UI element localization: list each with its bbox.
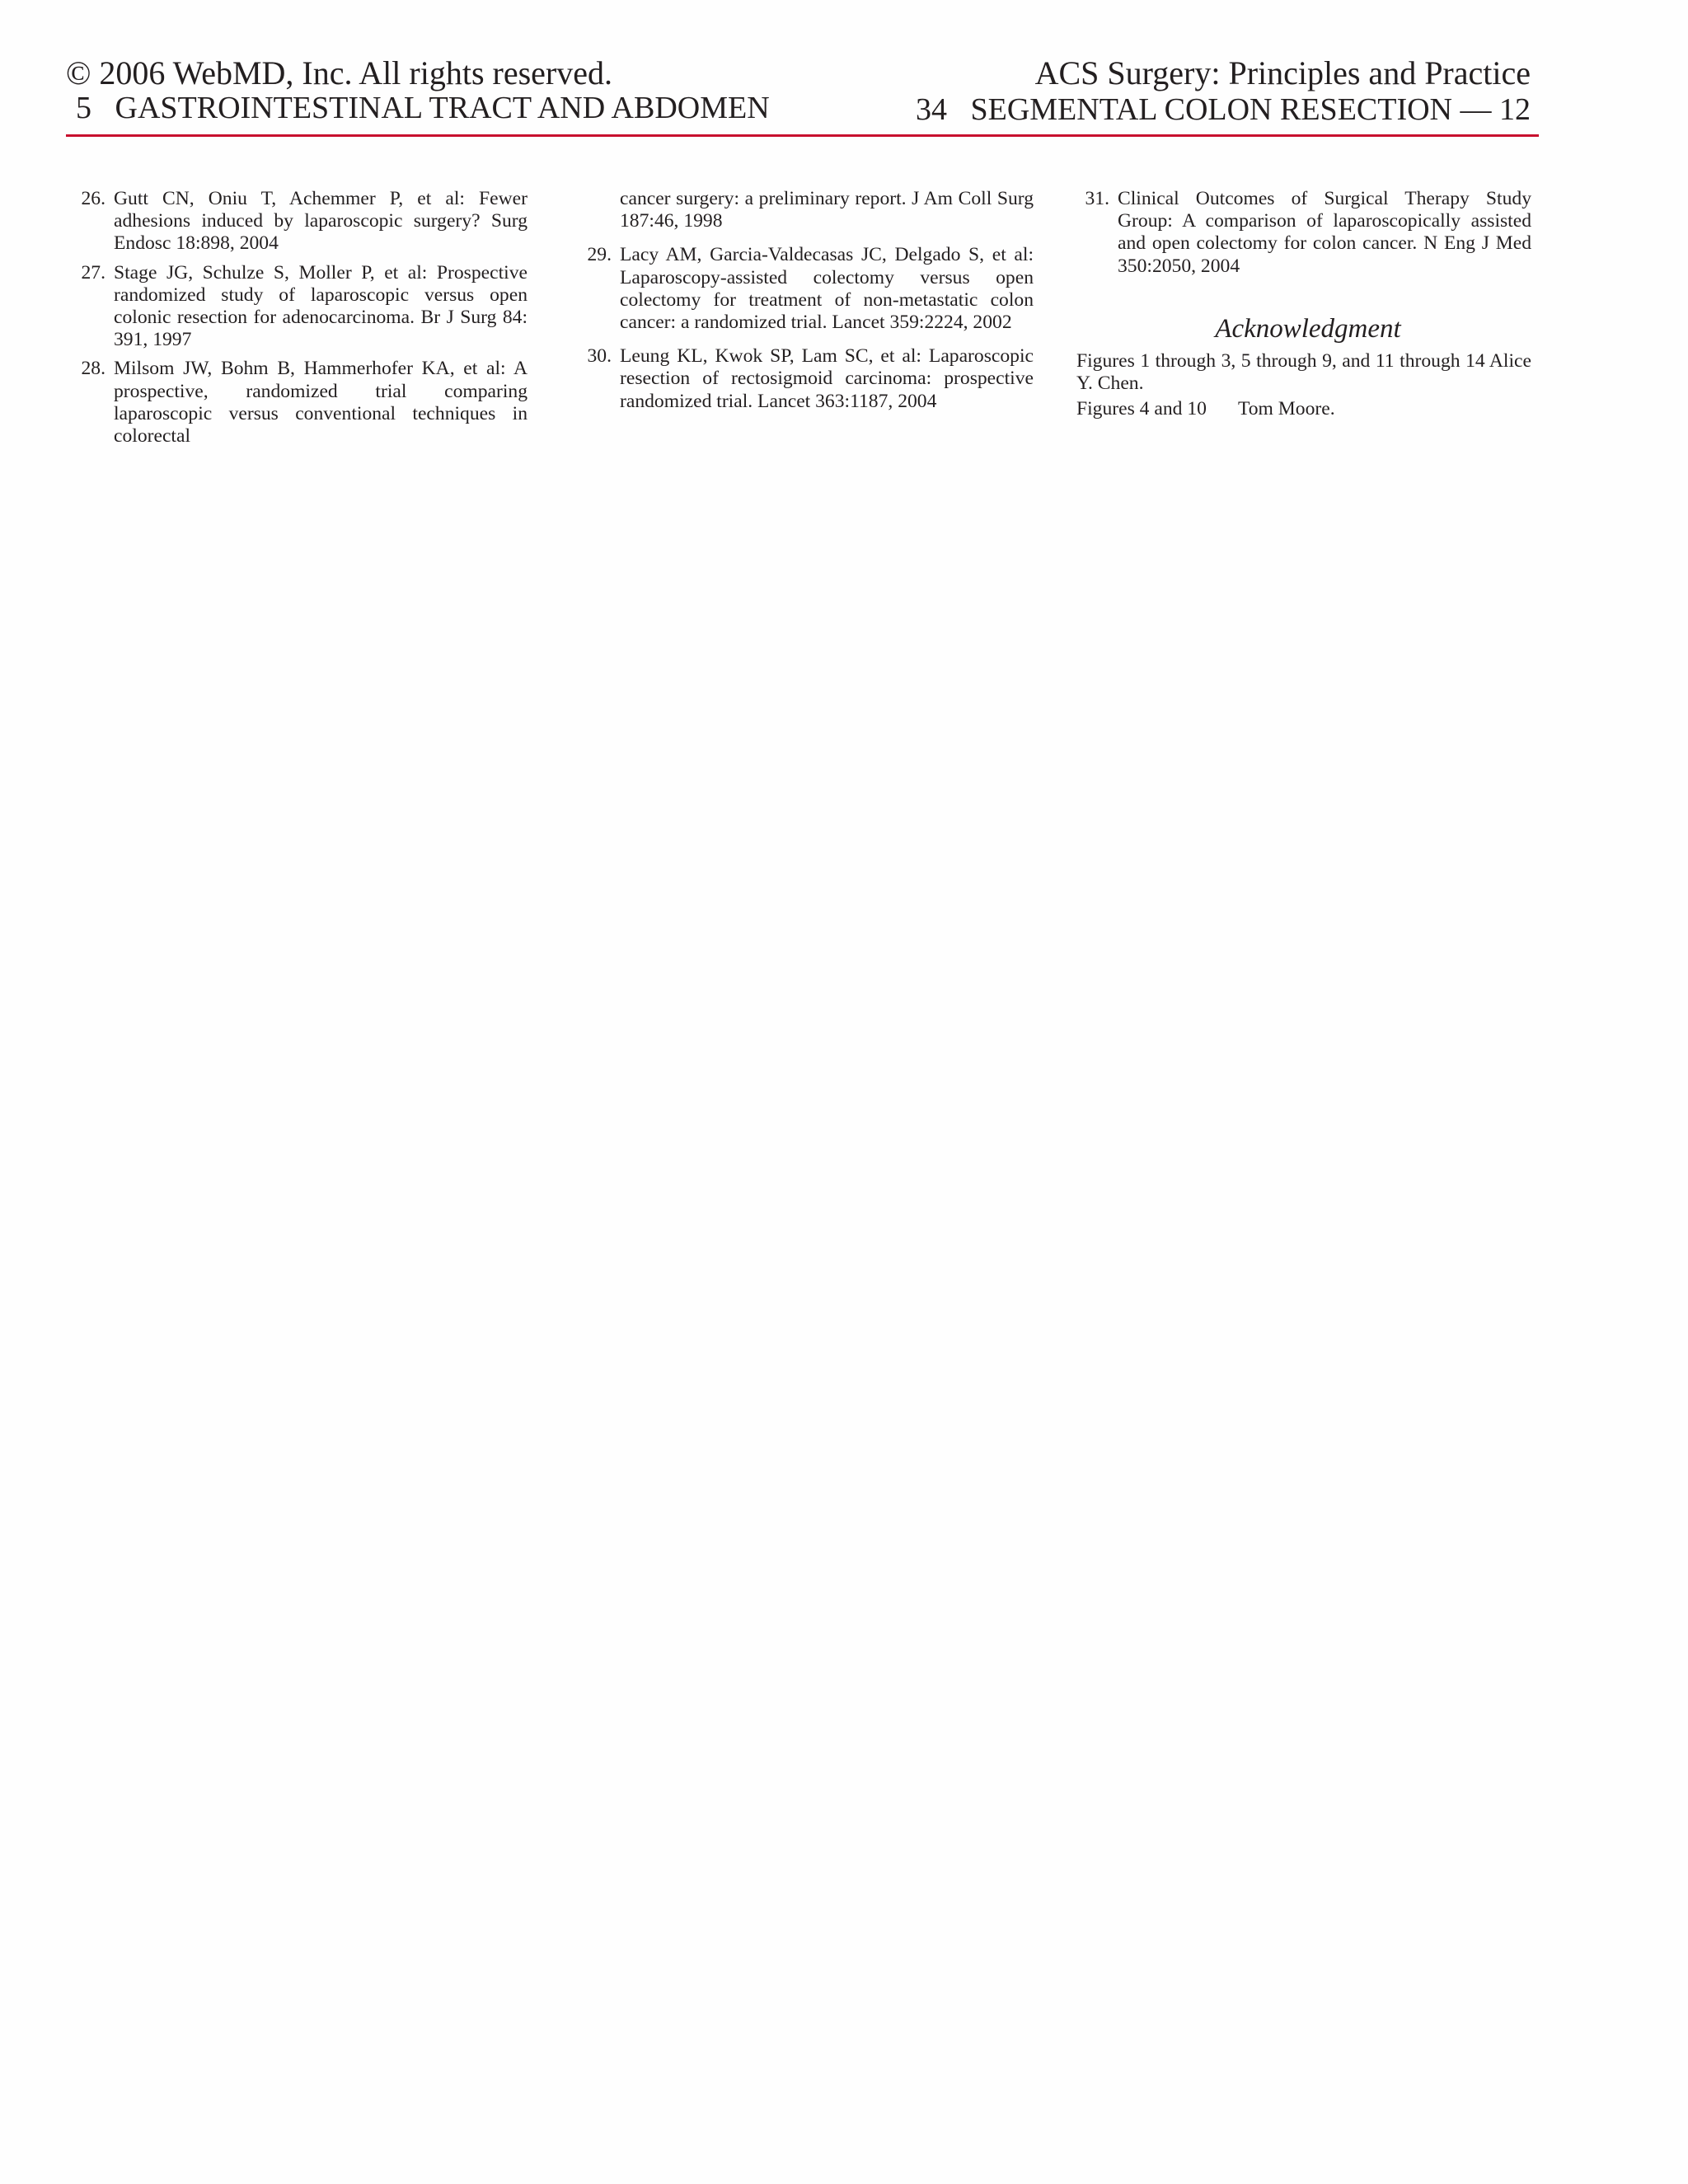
reference-item xyxy=(1076,188,1531,278)
book-title: ACS Surgery: Principles and Practice xyxy=(1034,54,1531,91)
reference-item xyxy=(73,358,528,448)
reference-number: 29. xyxy=(587,244,612,266)
reference-number: 30. xyxy=(587,345,612,368)
reference-text: Milsom JW, Bohm B, Hammerhofer KA, et al: A prospective, randomized trial comparing laparoscopic versus conventional techniques in colorectal xyxy=(114,358,528,448)
references-column-3 xyxy=(1076,188,1531,424)
reference-number: 28. xyxy=(81,358,106,380)
credit-label: Figures 4 and 10 xyxy=(1076,398,1207,420)
reference-text: Leung KL, Kwok SP, Lam SC, et al: Laparoscopic resection of rectosigmoid carcinoma: prospective randomized trial. Lancet 363:1187, 2004 xyxy=(620,345,1034,412)
reference-text: Gutt CN, Oniu T, Achemmer P, et al: Fewer adhesions induced by laparoscopic surgery? Surg Endosc 18:898, 2004 xyxy=(114,188,528,255)
copyright-notice: © 2006 WebMD, Inc. All rights reserved. xyxy=(66,54,612,91)
section-title: 5 GASTROINTESTINAL TRACT AND ABDOMEN xyxy=(76,91,770,125)
reference-item xyxy=(579,244,1034,334)
references-column-1 xyxy=(73,188,528,454)
acknowledgment-credit-1: Figures 1 through 3, 5 through 9, and 11 through 14 Alice Y. Chen. xyxy=(1076,349,1531,395)
page-header xyxy=(66,49,1539,137)
credit-name: Tom Moore. xyxy=(1238,398,1335,420)
reference-item xyxy=(579,345,1034,413)
acknowledgment-credit-2 xyxy=(1076,398,1531,420)
acknowledgment-heading: Acknowledgment xyxy=(1215,313,1401,344)
reference-number: 26. xyxy=(81,188,106,209)
reference-number: 31. xyxy=(1085,188,1109,209)
reference-continuation: cancer surgery: a preliminary report. J Am Coll Surg 187:46, 1998 xyxy=(620,188,1034,232)
reference-text: Stage JG, Schulze S, Moller P, et al: Prospective randomized study of laparoscopic versus open colonic resection for adenocarcinoma. Br J Surg 84: 391, 1997 xyxy=(114,261,528,351)
reference-text: Clinical Outcomes of Surgical Therapy Study Group: A comparison of laparoscopically assisted and open colectomy for colon cancer. N Eng J Med 350:2050, 2004 xyxy=(1118,188,1531,277)
chapter-title: 34 SEGMENTAL COLON RESECTION — 12 xyxy=(915,92,1531,127)
references-column-2 xyxy=(579,188,1034,419)
reference-item xyxy=(73,262,528,352)
header-rule xyxy=(66,134,1539,137)
reference-number: 27. xyxy=(81,261,106,284)
reference-text: Lacy AM, Garcia-Valdecasas JC, Delgado S, et al: Laparoscopy-assisted colectomy versus open colectomy for treatment of non-metastatic colon cancer: a randomized trial. Lancet 359:2224, 2002 xyxy=(620,244,1034,334)
reference-item xyxy=(73,188,528,255)
